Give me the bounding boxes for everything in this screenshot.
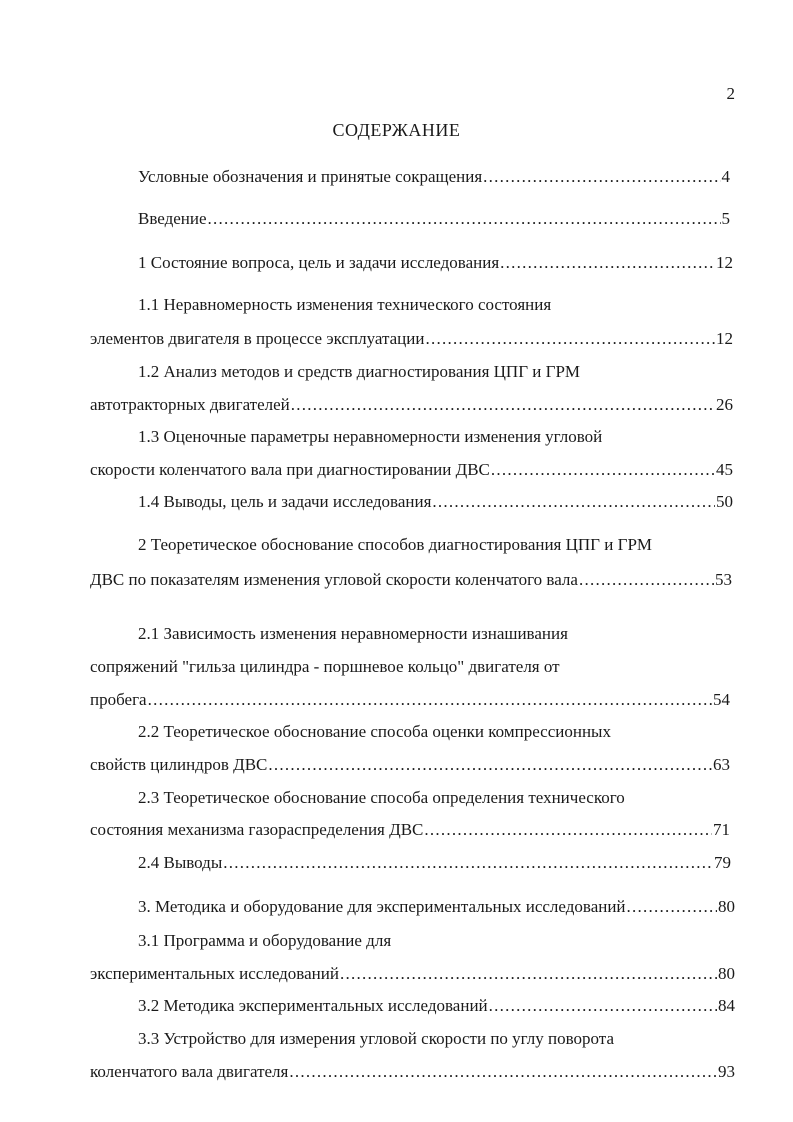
toc-entry-first-line: 1.1 Неравномерность изменения технического состояния: [138, 295, 552, 314]
toc-entry-page: 54: [713, 690, 730, 709]
toc-entry: [138, 251, 733, 275]
toc-entry-text: экспериментальных исследований: [90, 964, 339, 983]
toc-entry: [90, 818, 730, 842]
toc-entry-page: 5: [721, 209, 730, 228]
toc-entry-page: 84: [718, 996, 735, 1015]
dot-leader: [289, 1060, 717, 1084]
toc-entry-page: 50: [716, 492, 733, 511]
toc-entry: [138, 490, 733, 514]
dot-leader: [491, 458, 715, 482]
dot-leader: [579, 568, 714, 592]
toc-entry-page: 45: [716, 460, 733, 479]
toc-entry-text: 3. Методика и оборудование для экспериментальных исследований: [138, 897, 626, 916]
toc-entry: [90, 962, 735, 986]
toc-entry-text: состояния механизма газораспределения ДВС: [90, 820, 424, 839]
dot-leader: [500, 251, 715, 275]
toc-entry-text: свойств цилиндров ДВС: [90, 755, 268, 774]
toc-entry: [90, 458, 733, 482]
toc-entry-page: 80: [718, 964, 735, 983]
toc-entry-first-line: 3.3 Устройство для измерения угловой скорости по углу поворота: [138, 1029, 614, 1048]
toc-entry: [90, 753, 730, 777]
toc-entry: [138, 207, 730, 231]
page-title: СОДЕРЖАНИЕ: [332, 120, 461, 140]
toc-entry: [90, 1060, 735, 1084]
dot-leader: [291, 393, 715, 417]
toc-entry-first-line: 2.3 Теоретическое обоснование способа определения технического: [138, 788, 625, 807]
dot-leader: [489, 994, 717, 1018]
toc-entry-text: элементов двигателя в процессе эксплуатации: [90, 329, 425, 348]
toc-entry: [138, 895, 735, 919]
toc-entry-page: 63: [713, 755, 730, 774]
dot-leader: [208, 207, 721, 231]
toc-entry-first-line: 2.1 Зависимость изменения неравномерности изнашивания: [138, 624, 568, 643]
toc-entry-text: ДВС по показателям изменения угловой скорости коленчатого вала: [90, 570, 578, 589]
dot-leader: [483, 165, 720, 189]
dot-leader: [432, 490, 715, 514]
dot-leader: [627, 895, 717, 919]
toc-entry-text: коленчатого вала двигателя: [90, 1062, 289, 1081]
toc-entry-first-line: 1.2 Анализ методов и средств диагностирования ЦПГ и ГРМ: [138, 362, 581, 381]
toc-entry-text: 2.4 Выводы: [138, 853, 223, 872]
toc-entry-page: 53: [715, 570, 732, 589]
toc-entry-first-line: 3.1 Программа и оборудование для: [138, 931, 392, 950]
toc-entry-text: 3.2 Методика экспериментальных исследований: [138, 996, 488, 1015]
toc-entry: [138, 851, 731, 875]
toc-entry-page: 12: [716, 329, 733, 348]
toc-entry-text: Введение: [138, 209, 207, 228]
dot-leader: [340, 962, 717, 986]
toc-entry-page: 93: [718, 1062, 735, 1081]
toc-entry-text: 1 Состояние вопроса, цель и задачи исследования: [138, 253, 500, 272]
toc-entry: [90, 568, 732, 592]
toc-entry-first-line: 2 Теоретическое обоснование способов диагностирования ЦПГ и ГРМ: [138, 535, 653, 554]
toc-entry-text: скорости коленчатого вала при диагностировании ДВС: [90, 460, 490, 479]
toc-entry: [90, 393, 733, 417]
toc-entry-first-line: 1.3 Оценочные параметры неравномерности изменения угловой: [138, 427, 603, 446]
toc-entry-page: 80: [718, 897, 735, 916]
toc-entry-text: пробега: [90, 690, 147, 709]
toc-entry: [90, 688, 730, 712]
dot-leader: [425, 327, 715, 351]
toc-entry-first-line: 2.2 Теоретическое обоснование способа оценки компрессионных: [138, 722, 611, 741]
dot-leader: [424, 818, 712, 842]
toc-entry: [138, 994, 735, 1018]
dot-leader: [148, 688, 712, 712]
toc-entry-text: 1.4 Выводы, цель и задачи исследования: [138, 492, 432, 511]
toc-entry-page: 4: [721, 167, 730, 186]
dot-leader: [268, 753, 712, 777]
toc-entry: [138, 165, 730, 189]
toc-entry-page: 12: [716, 253, 733, 272]
toc-entry: [90, 327, 733, 351]
page-number: 2: [726, 84, 735, 103]
toc-entry-page: 26: [716, 395, 733, 414]
toc-entry-page: 71: [713, 820, 730, 839]
toc-entry-text: автотракторных двигателей: [90, 395, 290, 414]
toc-entry-second-line: сопряжений "гильза цилиндра - поршневое кольцо" двигателя от: [90, 657, 560, 676]
toc-entry-page: 79: [714, 853, 731, 872]
dot-leader: [223, 851, 713, 875]
toc-entry-text: Условные обозначения и принятые сокращения: [138, 167, 483, 186]
